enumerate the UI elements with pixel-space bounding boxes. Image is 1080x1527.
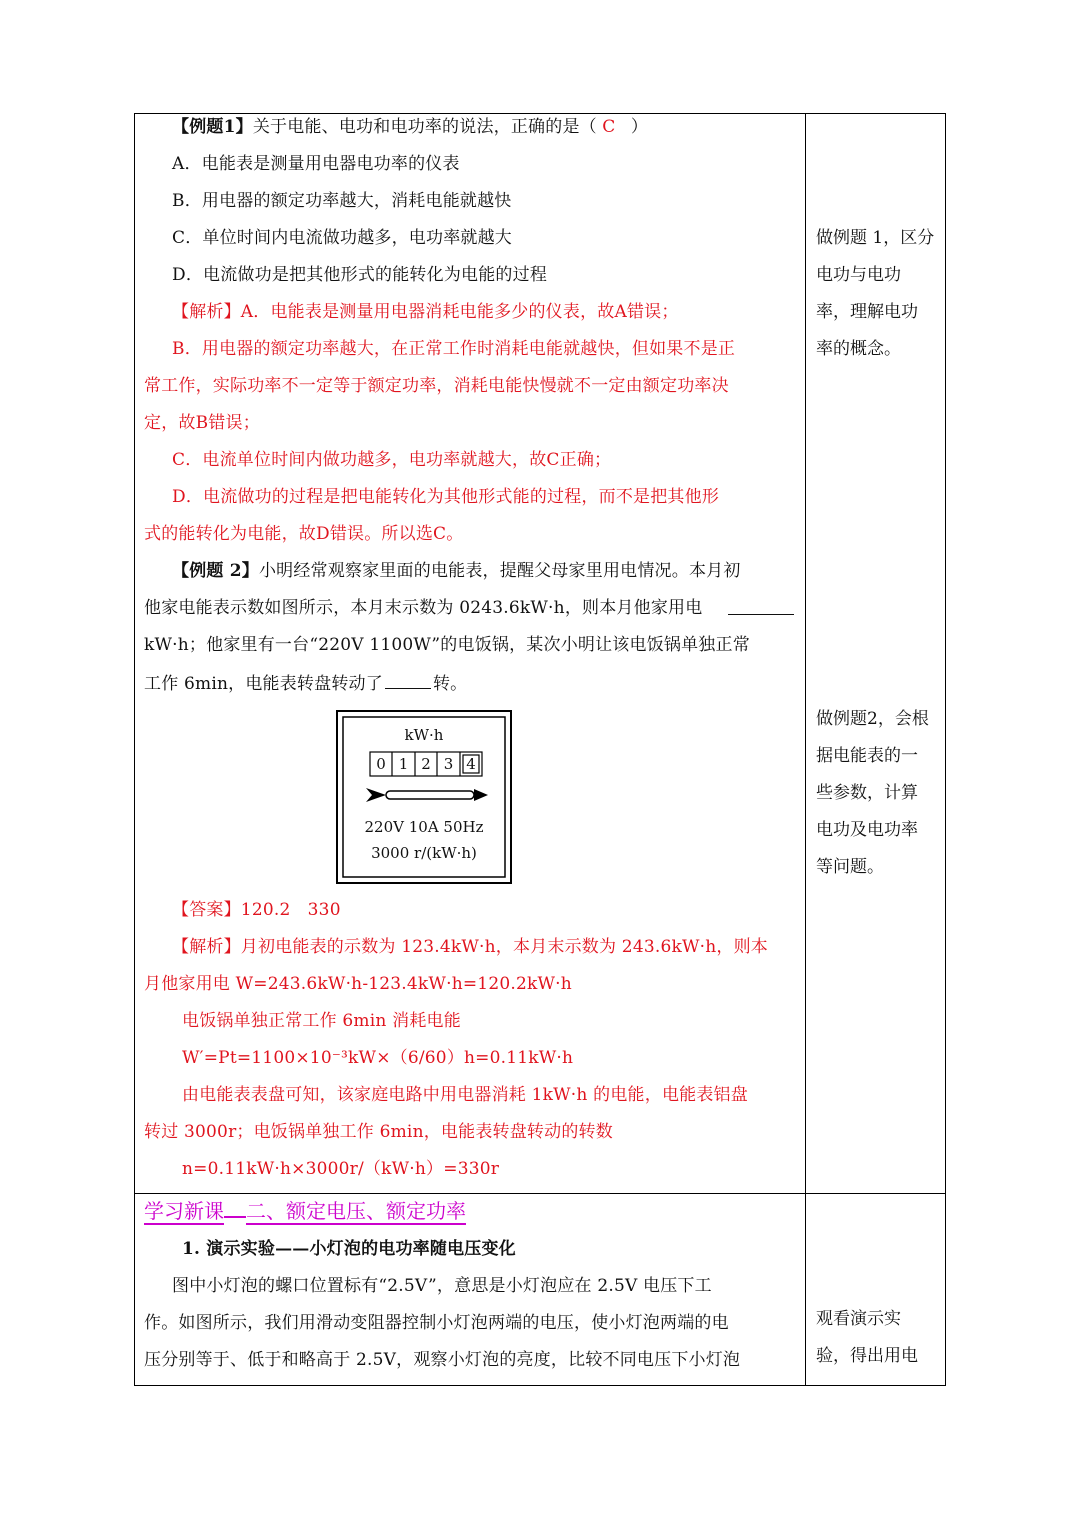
example2-analysis-line: W′=Pt=1100×10⁻³kW×（6/60）h=0.11kW·h (182, 1048, 574, 1068)
lesson-table (134, 113, 946, 1386)
side-note-line: 验，得出用电 (816, 1346, 918, 1366)
side-note-line: 些参数，计算 (816, 783, 918, 803)
example2-question-line: kW·h；他家里有一台“220V 1100W”的电饭锅，某次小明让该电饭锅单独正常 (144, 635, 750, 655)
section-subtitle: 1. 演示实验——小灯泡的电功率随电压变化 (182, 1239, 516, 1259)
table-bottom-border (134, 1385, 946, 1386)
side-note-line: 观看演示实 (816, 1309, 901, 1329)
energy-meter-figure (336, 710, 512, 884)
example2-question-line: 工作 6min，电能表转盘转动了 转。 (144, 664, 944, 701)
section-title: 二、额定电压、额定功率 (246, 1199, 466, 1223)
meter-digit: 1 (398, 755, 409, 773)
example1-option-d: D．电流做功是把其他形式的能转化为电能的过程 (172, 265, 548, 285)
section-label: 学习新课 (144, 1199, 224, 1223)
example2-analysis-line: 月他家用电 W=243.6kW·h-123.4kW·h=120.2kW·h (144, 974, 572, 994)
side-note-line: 率的概念。 (816, 339, 901, 359)
side-note-line: 电功与电功 (816, 265, 901, 285)
example2-answer: 【答案】120.2 330 (172, 900, 341, 920)
meter-digit: 0 (376, 755, 386, 773)
meter-digit: 2 (421, 755, 431, 773)
example1-analysis-line: C．电流单位时间内做功越多，电功率就越大，故C正确； (172, 450, 612, 470)
meter-digit: 3 (443, 755, 454, 773)
section-body-line: 图中小灯泡的螺口位置标有“2.5V”，意思是小灯泡应在 2.5V 电压下工 (172, 1276, 712, 1296)
answer-blank-1 (728, 590, 798, 627)
example2-question-line: 【例题 2】小明经常观察家里面的电能表，提醒父母家里用电情况。本月初 (172, 561, 741, 581)
example2-analysis-line: n=0.11kW·h×3000r/（kW·h）=330r (182, 1159, 500, 1179)
example1-option-c: C．单位时间内电流做功越多，电功率就越大 (172, 228, 513, 248)
side-note-line: 做例题 1，区分 (816, 228, 935, 248)
side-note-line: 电功及电功率 (816, 820, 918, 840)
example1-analysis-line: 【解析】A．电能表是测量用电器消耗电能多少的仪表，故A错误； (172, 302, 679, 322)
side-note-line: 据电能表的一 (816, 746, 918, 766)
example1-option-b: B．用电器的额定功率越大，消耗电能就越快 (172, 191, 512, 211)
example1-analysis-line: 常工作，实际功率不一定等于额定功率，消耗电能快慢就不一定由额定功率决 (144, 376, 729, 396)
meter-digit: 4 (466, 755, 476, 773)
meter-spec-revolutions: 3000 r/(kW·h) (371, 844, 477, 862)
example2-analysis-line: 由电能表表盘可知，该家庭电路中用电器消耗 1kW·h 的电能，电能表铝盘 (182, 1085, 748, 1105)
side-note-line: 等问题。 (816, 857, 884, 877)
example2-analysis-line: 转过 3000r；电饭锅单独工作 6min，电能表转盘转动的转数 (144, 1122, 613, 1142)
example2-question-line: 他家电能表示数如图所示，本月末示数为 0243.6kW·h，则本月他家用电 (144, 598, 703, 618)
example1-question: 【例题1】关于电能、电功和电功率的说法，正确的是（ C ） (172, 117, 649, 137)
example1-analysis-line: B．用电器的额定功率越大，在正常工作时消耗电能就越快，但如果不是正 (172, 339, 736, 359)
meter-spec-voltage: 220V 10A 50Hz (364, 818, 484, 836)
table-right-border (945, 113, 946, 1386)
side-note-line: 率，理解电功 (816, 302, 918, 322)
section-body-line: 作。如图所示，我们用滑动变阻器控制小灯泡两端的电压，使小灯泡两端的电 (144, 1313, 729, 1333)
row-divider (134, 1193, 946, 1194)
side-note-line: 做例题2，会根 (816, 709, 929, 729)
section-side-note (816, 1301, 944, 1375)
example1-analysis-line: 定，故B错误； (144, 413, 260, 433)
example1-side-note (816, 220, 944, 368)
meter-unit: kW·h (404, 726, 444, 744)
section-body-line: 压分别等于、低于和略高于 2.5V，观察小灯泡的亮度，比较不同电压下小灯泡 (144, 1350, 741, 1370)
example2-side-note (816, 701, 944, 886)
example1-option-a: A．电能表是测量用电器电功率的仪表 (172, 154, 460, 174)
example2-analysis-line: 【解析】月初电能表的示数为 123.4kW·h，本月末示数为 243.6kW·h，则本 (172, 937, 768, 957)
example1-analysis-line: D．电流做功的过程是把电能转化为其他形式能的过程，而不是把其他形 (172, 487, 720, 507)
example1-analysis-line: 式的能转化为电能，故D错误。所以选C。 (144, 524, 464, 544)
example2-analysis-line: 电饭锅单独正常工作 6min 消耗电能 (182, 1011, 461, 1031)
section-heading (144, 1195, 466, 1224)
